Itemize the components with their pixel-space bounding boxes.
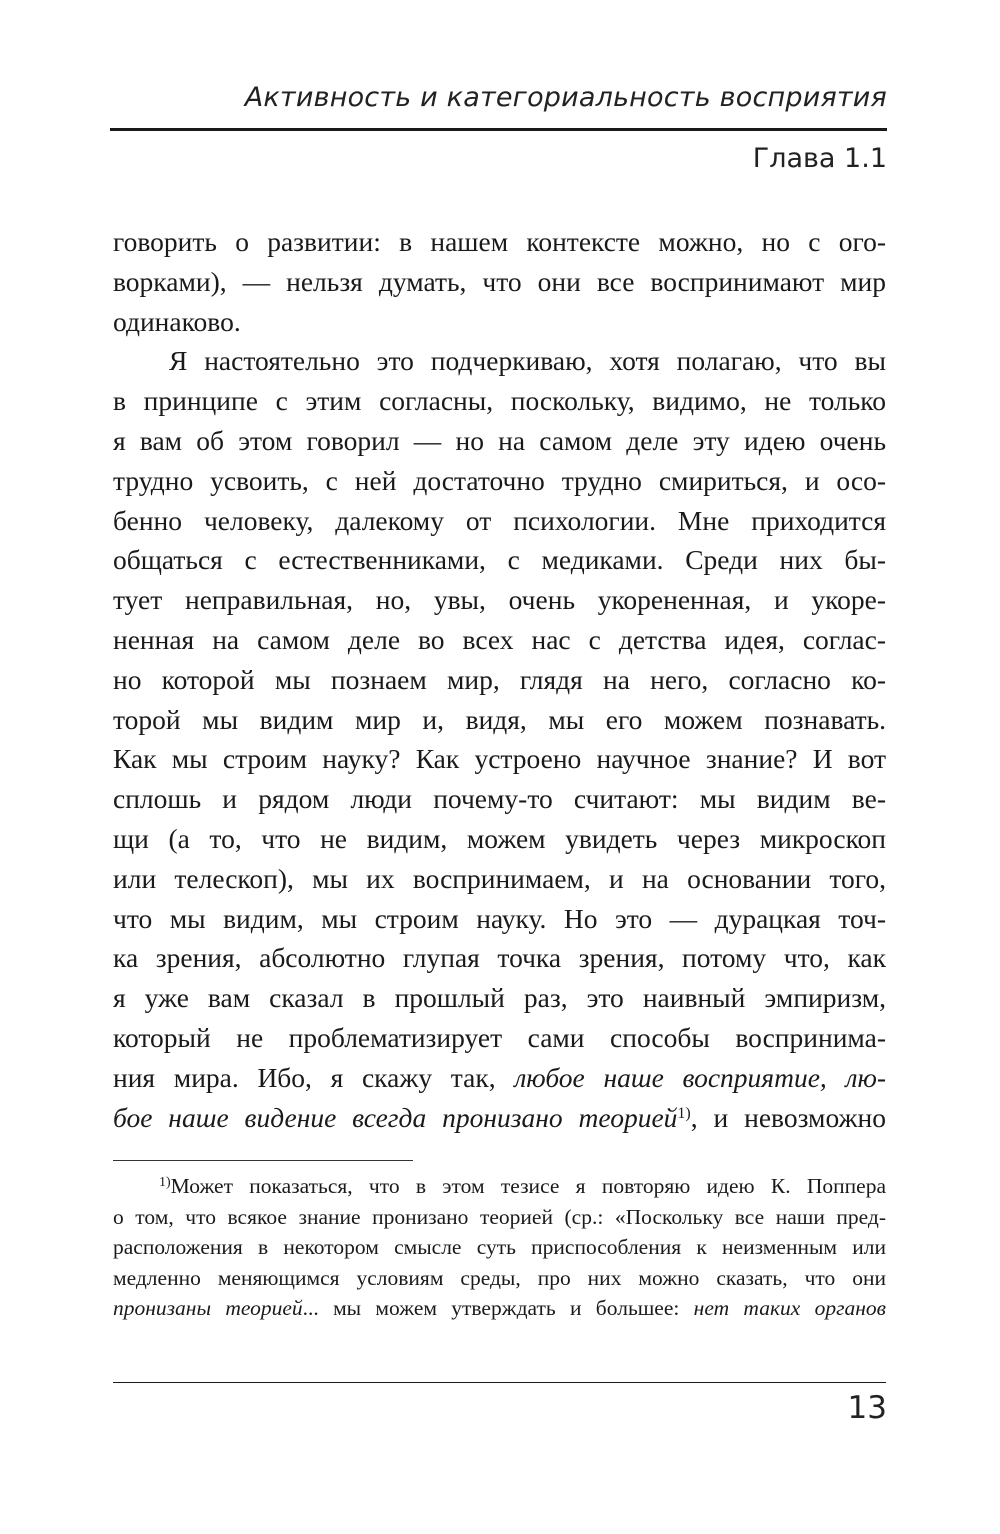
body-line: я уже вам сказал в прошлый раз, это наивный эмпиризм,: [113, 982, 886, 1014]
footnote-italic: нет таких органов: [693, 1296, 886, 1320]
body-line: или телескоп), мы их воспринимаем, и на основании того,: [113, 862, 886, 894]
body-line: Как мы строим науку? Как устроено научное знание? И вот: [113, 743, 886, 775]
body-line: тует неправильная, но, увы, очень укорененная, и укоре-: [113, 584, 886, 616]
footnote-line: [113, 1293, 886, 1324]
footnote-rule: [113, 1160, 413, 1161]
body-line: бенно человеку, далекому от психологии. Мне приходится: [113, 504, 886, 536]
footnote-line: расположения в некотором смысле суть приспособления к неизменным или: [113, 1235, 886, 1259]
footnote-line: [113, 1171, 886, 1202]
body-line: который не проблематизирует сами способы воспринима-: [113, 1021, 886, 1053]
body-text: [113, 222, 886, 1137]
body-line: ка зрения, абсолютно глупая точка зрения, потому что, как: [113, 942, 886, 974]
footnote-line: медленно меняющимся условиям среды, про них можно сказать, что они: [113, 1265, 886, 1290]
header-rule: [110, 128, 887, 131]
body-line: но которой мы познаем мир, глядя на него, согласно ко-: [113, 663, 886, 695]
body-line: Я настоятельно это подчеркиваю, хотя полагаю, что вы: [169, 345, 886, 377]
footnote-marker: 1): [159, 1175, 171, 1190]
body-line: щи (а то, что не видим, можем увидеть через микроскоп: [113, 822, 886, 854]
running-title: Активность и категориальность восприятия: [244, 82, 887, 113]
body-line: общаться с естественниками, с медиками. Среди них бы-: [113, 544, 886, 576]
body-line: трудно усвоить, с ней достаточно трудно смириться, и осо-: [113, 464, 886, 496]
footnote-line: о том, что всякое знание пронизано теорией (ср.: «Поскольку все наши пред-: [113, 1204, 886, 1229]
footnote-text: Может показаться, что в этом тезисе я повторяю идею К. Поппера: [170, 1174, 886, 1198]
footnote-reference[interactable]: 1): [677, 1104, 691, 1122]
body-line-mixed: [113, 1058, 886, 1098]
body-line-mixed: [113, 1098, 886, 1138]
body-line: что мы видим, мы строим науку. Но это — дурацкая точ-: [113, 902, 886, 934]
body-text-italic: бое наше видение всегда пронизано теорией: [113, 1101, 678, 1133]
body-line: ненная на самом деле во всех нас с детства идея, соглас-: [113, 623, 886, 655]
body-text-plain: ния мира. Ибо, я скажу так,: [113, 1061, 496, 1093]
body-line: говорить о развитии: в нашем контексте можно, но с ого-: [113, 226, 886, 257]
chapter-label: Глава 1.1: [752, 143, 887, 174]
body-text-italic: любое наше восприятие, лю-: [514, 1061, 887, 1093]
page-number: 13: [847, 1390, 887, 1426]
body-line: торой мы видим мир и, видя, мы его можем познавать.: [113, 703, 886, 735]
footnote-text: ... мы можем утверждать и большее:: [302, 1296, 680, 1320]
footnote: [113, 1171, 886, 1324]
footnote-italic: пронизаны теорией: [113, 1296, 303, 1320]
body-line: ворками), — нельзя думать, что они все воспринимают мир: [113, 265, 886, 297]
footer-rule: [113, 1382, 886, 1383]
body-line: я вам об этом говорил — но на самом деле эту идею очень: [113, 424, 886, 456]
body-text-plain: , и невозможно: [690, 1101, 886, 1133]
body-line: одинаково.: [113, 305, 241, 337]
body-line: в принципе с этим согласны, поскольку, видимо, не только: [113, 385, 886, 417]
body-line: сплошь и рядом люди почему-то считают: мы видим ве-: [113, 783, 886, 815]
